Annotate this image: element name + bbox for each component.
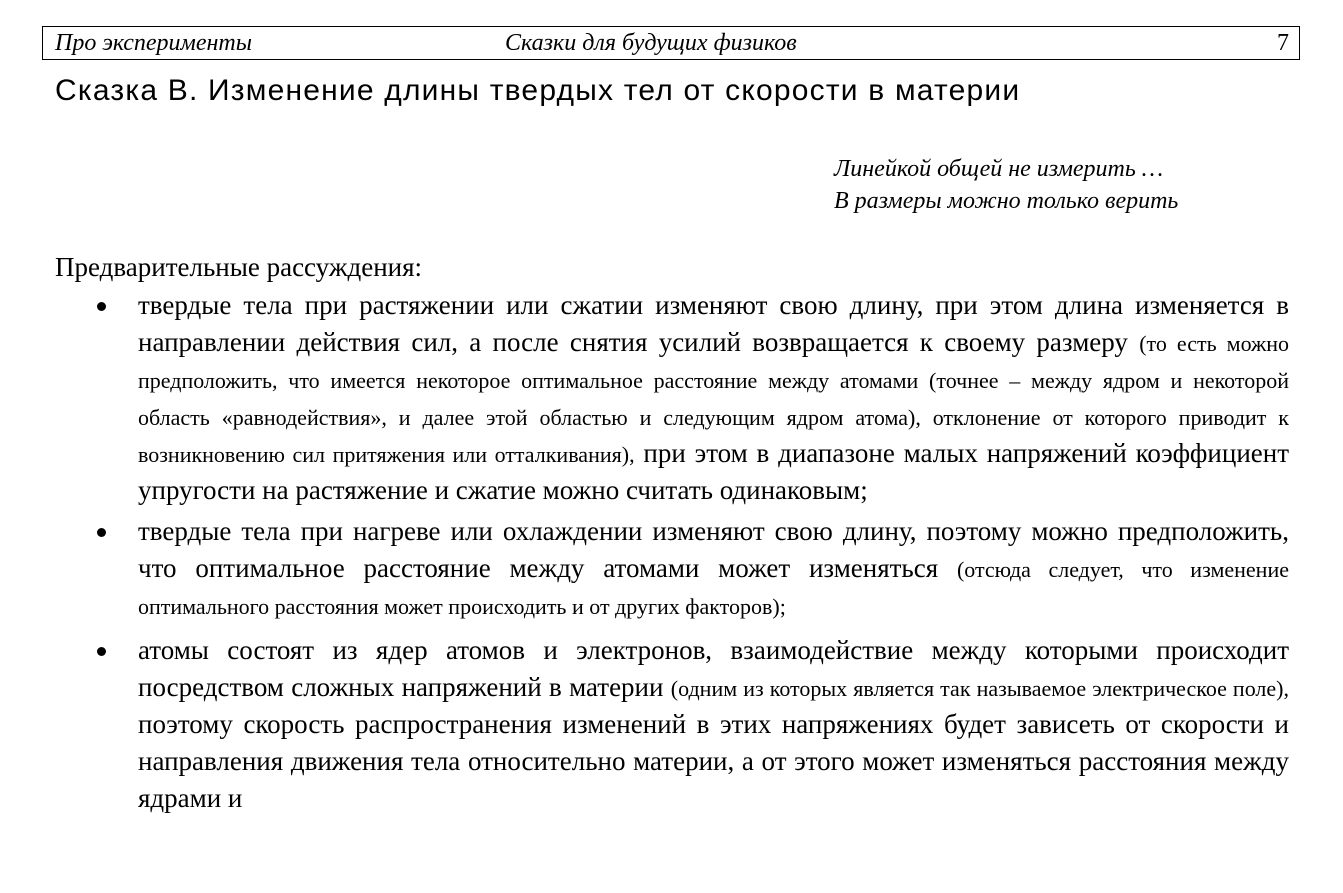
bullet-aside: (то есть можно предположить, что имеется некоторое оптимальное расстояние между атомами (точнее – между ядром и некоторой область «равнодействия», и далее этой областью и следующим ядром атома), отклонение от которого приводит к возникновению сил притяжения или отталкивания),	[138, 331, 1289, 467]
bullet-aside: (одним из которых является так называемое электрическое поле),	[670, 676, 1289, 701]
bullet-text: при этом в диапазоне малых напряжений коэффициент упругости на растяжение и сжатие можно считать одинаковым;	[138, 438, 1290, 505]
header-center-text: Сказки для будущих физиков	[505, 30, 797, 56]
bullet-list	[55, 287, 1289, 817]
bullet-aside: (отсюда следует, что изменение оптимального расстояния может происходить и от других факторов);	[138, 557, 1289, 619]
bullet-text: твердые тела при нагреве или охлаждении изменяют свою длину, поэтому можно предположить, что оптимальное расстояние между атомами может изменяться	[138, 516, 1289, 583]
epigraph	[834, 153, 1178, 217]
header-left-text: Про эксперименты	[55, 30, 252, 56]
bullet-item	[55, 287, 1289, 509]
page-header	[42, 26, 1300, 60]
epigraph-line-2: В размеры можно только верить	[834, 188, 1179, 214]
epigraph-line-1: Линейкой общей не измерить …	[834, 156, 1164, 182]
bullet-text: атомы состоят из ядер атомов и электронов, взаимодействие между которыми происходит посредством сложных напряжений в материи	[138, 635, 1289, 702]
page-number: 7	[1277, 30, 1289, 56]
bullet-text: твердые тела при растяжении или сжатии изменяют свою длину, при этом длина изменяется в направлении действия сил, а после снятия усилий возвращается к своему размеру	[138, 290, 1289, 357]
bullet-item	[55, 632, 1289, 817]
bullet-text: поэтому скорость распространения изменений в этих напряжениях будет зависеть от скорости и направления движения тела относительно материи, а от этого может изменяться расстояния между ядрами и	[138, 709, 1289, 813]
intro-heading: Предварительные рассуждения:	[55, 252, 423, 282]
section-title: Сказка В. Изменение длины твердых тел от скорости в материи	[55, 74, 1021, 107]
bullet-item	[55, 513, 1289, 624]
